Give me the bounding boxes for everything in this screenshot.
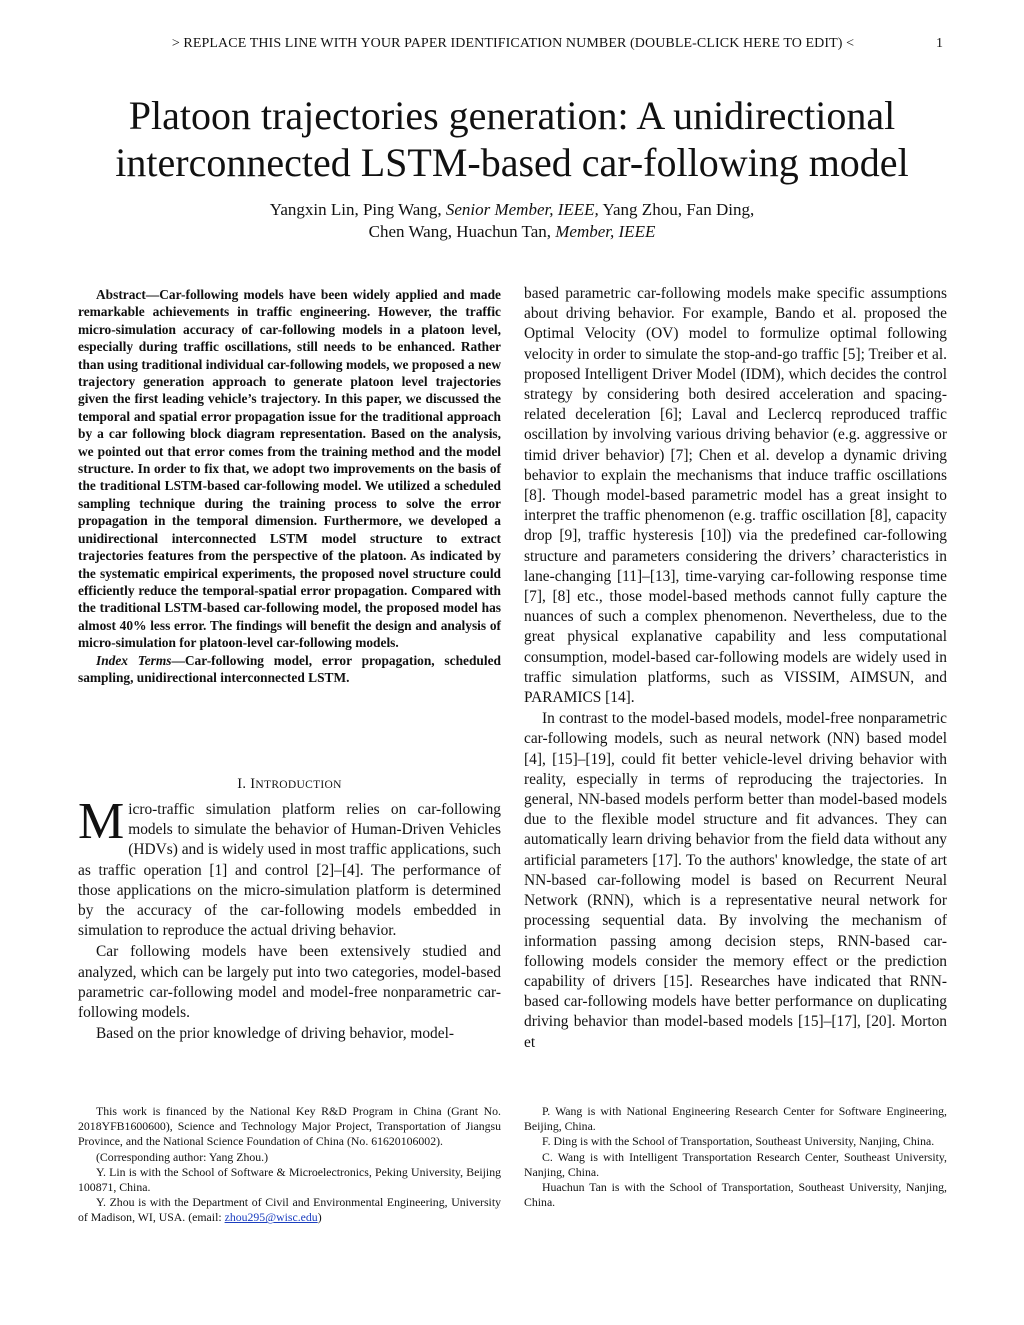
index-terms-list: —Car-following model, error propagation, scheduled sampling, unidirectional interconnected LSTM. — [78, 652, 501, 685]
title-line-1: Platoon trajectories generation: A unidirectional — [128, 93, 896, 138]
footnote-zhou-end: ) — [317, 1210, 322, 1225]
intro-paragraph-2: Car following models have been extensively studied and analyzed, which can be largely put into two categories, model-based parametric car-following model and model-free nonparametric car-following models. — [78, 943, 501, 1022]
abstract-text: Abstract—Car-following models have been widely applied and made remarkable achievements in traffic engineering. However, the traffic micro-simulation accuracy of car-following models in a platoon level, especially during traffic oscillations, still needs to be enhanced. Rather than using traditional individual car-following models, we proposed a new trajectory generation approach to generate platoon level trajectories given the first leading vehicle’s trajectory. In this paper, we discussed the temporal and spatial error propagation issue for the traditional approach by a car following block diagram representation. Based on the analysis, we pointed out that error comes from the training method and the model structure. In order to fix that, we adopt two improvements on the basis of the traditional LSTM-based car-following model. We utilized a scheduled sampling technique during the training process to solve the error propagation in the temporal dimension. Furthermore, we developed a unidirectional interconnected LSTM model structure to extract trajectories features from the perspective of the platoon. As indicated by the systematic empirical experiments, the proposed novel structure could efficiently reduce the temporal-spatial error propagation. Compared with the traditional LSTM-based car-following model, the proposed model has almost 40% less error. The findings will benefit the design and analysis of micro-simulation for platoon-level car-following models. — [78, 287, 501, 651]
introduction-body — [78, 793, 501, 1045]
intro-paragraph-1 — [78, 793, 501, 941]
right-paragraph-1: based parametric car-following models make specific assumptions about driving behavior. For example, Bando et al. proposed the Optimal Velocity (OV) model to formulize optimal following velocity in order to simulate the stop-and-go traffic [5]; Treiber et al. proposed Intelligent Driver Model (IDM), which decides the control strategy by considering both desired acceleration and spacing-related deceleration [6]; Laval and Leclercq reproduced traffic oscillation by involving various driving behavior (e.g. aggressive or timid driver behavior) [7]; Chen et al. develop a dynamic driving behavior to explain the mechanisms that induce traffic oscillations [8]. Though model-based parametric model has a great insight to interpret the traffic phenomenon (e.g. traffic oscillation [8], capacity drop [9], traffic hysteresis [10]) via the predefined car-following structure and parameters considering the drivers’ characteristics in lane-changing [11]–[13], time-varying car-following response time [7], [8] etc., those model-based methods cannot fully capture the nuances of such a complex phenomenon. Nevertheless, due to the great physical explanative capability and less computational consumption, model-based car-following models are widely used in traffic simulation platforms, such as VISSIM, AIMSUN, and PARAMICS [14]. — [524, 285, 947, 707]
paper-id-header[interactable]: > REPLACE THIS LINE WITH YOUR PAPER IDENTIFICATION NUMBER (DOUBLE-CLICK HERE TO EDIT) < — [171, 36, 855, 51]
author-names-1b: Yang Zhou, Fan Ding, — [602, 200, 755, 219]
intro-paragraph-3: Based on the prior knowledge of driving behavior, model- — [96, 1025, 454, 1043]
footnote-corresponding: (Corresponding author: Yang Zhou.) — [96, 1149, 269, 1164]
author-line-1 — [40, 199, 984, 221]
author-names-1: Yangxin Lin, Ping Wang, — [269, 200, 442, 219]
author-line-2 — [40, 221, 984, 243]
footnote-ding: F. Ding is with the School of Transportation, Southeast University, Nanjing, China. — [542, 1134, 935, 1149]
footnote-zhou-text: Y. Zhou is with the Department of Civil and Environmental Engineering, University of Madison, WI, USA. (email: — [78, 1195, 501, 1225]
abstract — [78, 286, 501, 686]
intro-paragraph-1-text: icro-traffic simulation platform relies on car-following models to simulate the behavior of Human-Driven Vehicles (HDVs) and is widely used in most traffic applications, such as traffic operation [1] and control [2]–[4]. The performance of those applications on the micro-simulation platform is determined by the accuracy of the car-following models embedded in simulation to reproduce the actual driving behavior. — [78, 801, 501, 940]
page-number: 1 — [936, 36, 943, 51]
author-list — [40, 199, 984, 243]
title-line-2: interconnected LSTM-based car-following model — [115, 140, 909, 185]
drop-cap: M — [78, 793, 125, 850]
footnotes-right — [524, 1104, 947, 1210]
author-role-2: Member, IEEE — [555, 222, 656, 241]
index-terms — [78, 652, 501, 687]
footnote-wang-p: P. Wang is with National Engineering Research Center for Software Engineering, Beijing, China. — [524, 1104, 947, 1134]
section-heading-introduction — [78, 776, 501, 793]
paper-title — [40, 92, 984, 186]
email-link[interactable]: zhou295@wisc.edu — [224, 1210, 318, 1225]
section-title-rest: NTRODUCTION — [255, 779, 342, 791]
footnote-funding: This work is financed by the National Key R&D Program in China (Grant No. 2018YFB1600600), Science and Technology Major Project, Transportation of Jiangsu Province, and the National Science Foundation of China (No. 61620106002). — [78, 1104, 501, 1149]
footnote-wang-c: C. Wang is with Intelligent Transportation Research Center, Southeast University, Nanjing, China. — [524, 1149, 947, 1179]
right-column-body — [524, 284, 947, 1054]
section-title-first: I — [250, 776, 256, 792]
footnote-tan: Huachun Tan is with the School of Transportation, Southeast University, Nanjing, China. — [524, 1180, 947, 1210]
footnote-lin: Y. Lin is with the School of Software & Microelectronics, Peking University, Beijing 100871, China. — [78, 1164, 501, 1195]
right-paragraph-2: In contrast to the model-based models, model-free nonparametric car-following models, such as neural network (NN) based model [4], [15]–[19], could fit better vehicle-level driving behavior with reality, especially in terms of reproducing the trajectories. In general, NN-based models perform better than model-based models due to the flexible model structure and fit advances. They can automatically learn driving behavior from the field data without any artificial parameters [17]. To the authors' knowledge, the state of art NN-based car-following model is based on Recurrent Neural Network (RNN), which is a representative neural network for processing sequential data. By involving the mechanism of information passing among decision steps, RNN-based car-following models consider the memory effect or the prediction capability of drivers [15]. Researches have indicated that RNN-based car-following models have better performance on duplicating driving behavior than model-based models [15]–[17], [20]. Morton et — [524, 710, 947, 1051]
footnotes-left — [78, 1104, 501, 1226]
author-names-2: Chen Wang, Huachun Tan, — [368, 222, 552, 241]
footnote-zhou — [78, 1195, 501, 1225]
author-role-1: Senior Member, IEEE, — [445, 200, 599, 219]
section-number: I. — [237, 776, 247, 792]
index-terms-label: Index Terms — [96, 652, 172, 668]
